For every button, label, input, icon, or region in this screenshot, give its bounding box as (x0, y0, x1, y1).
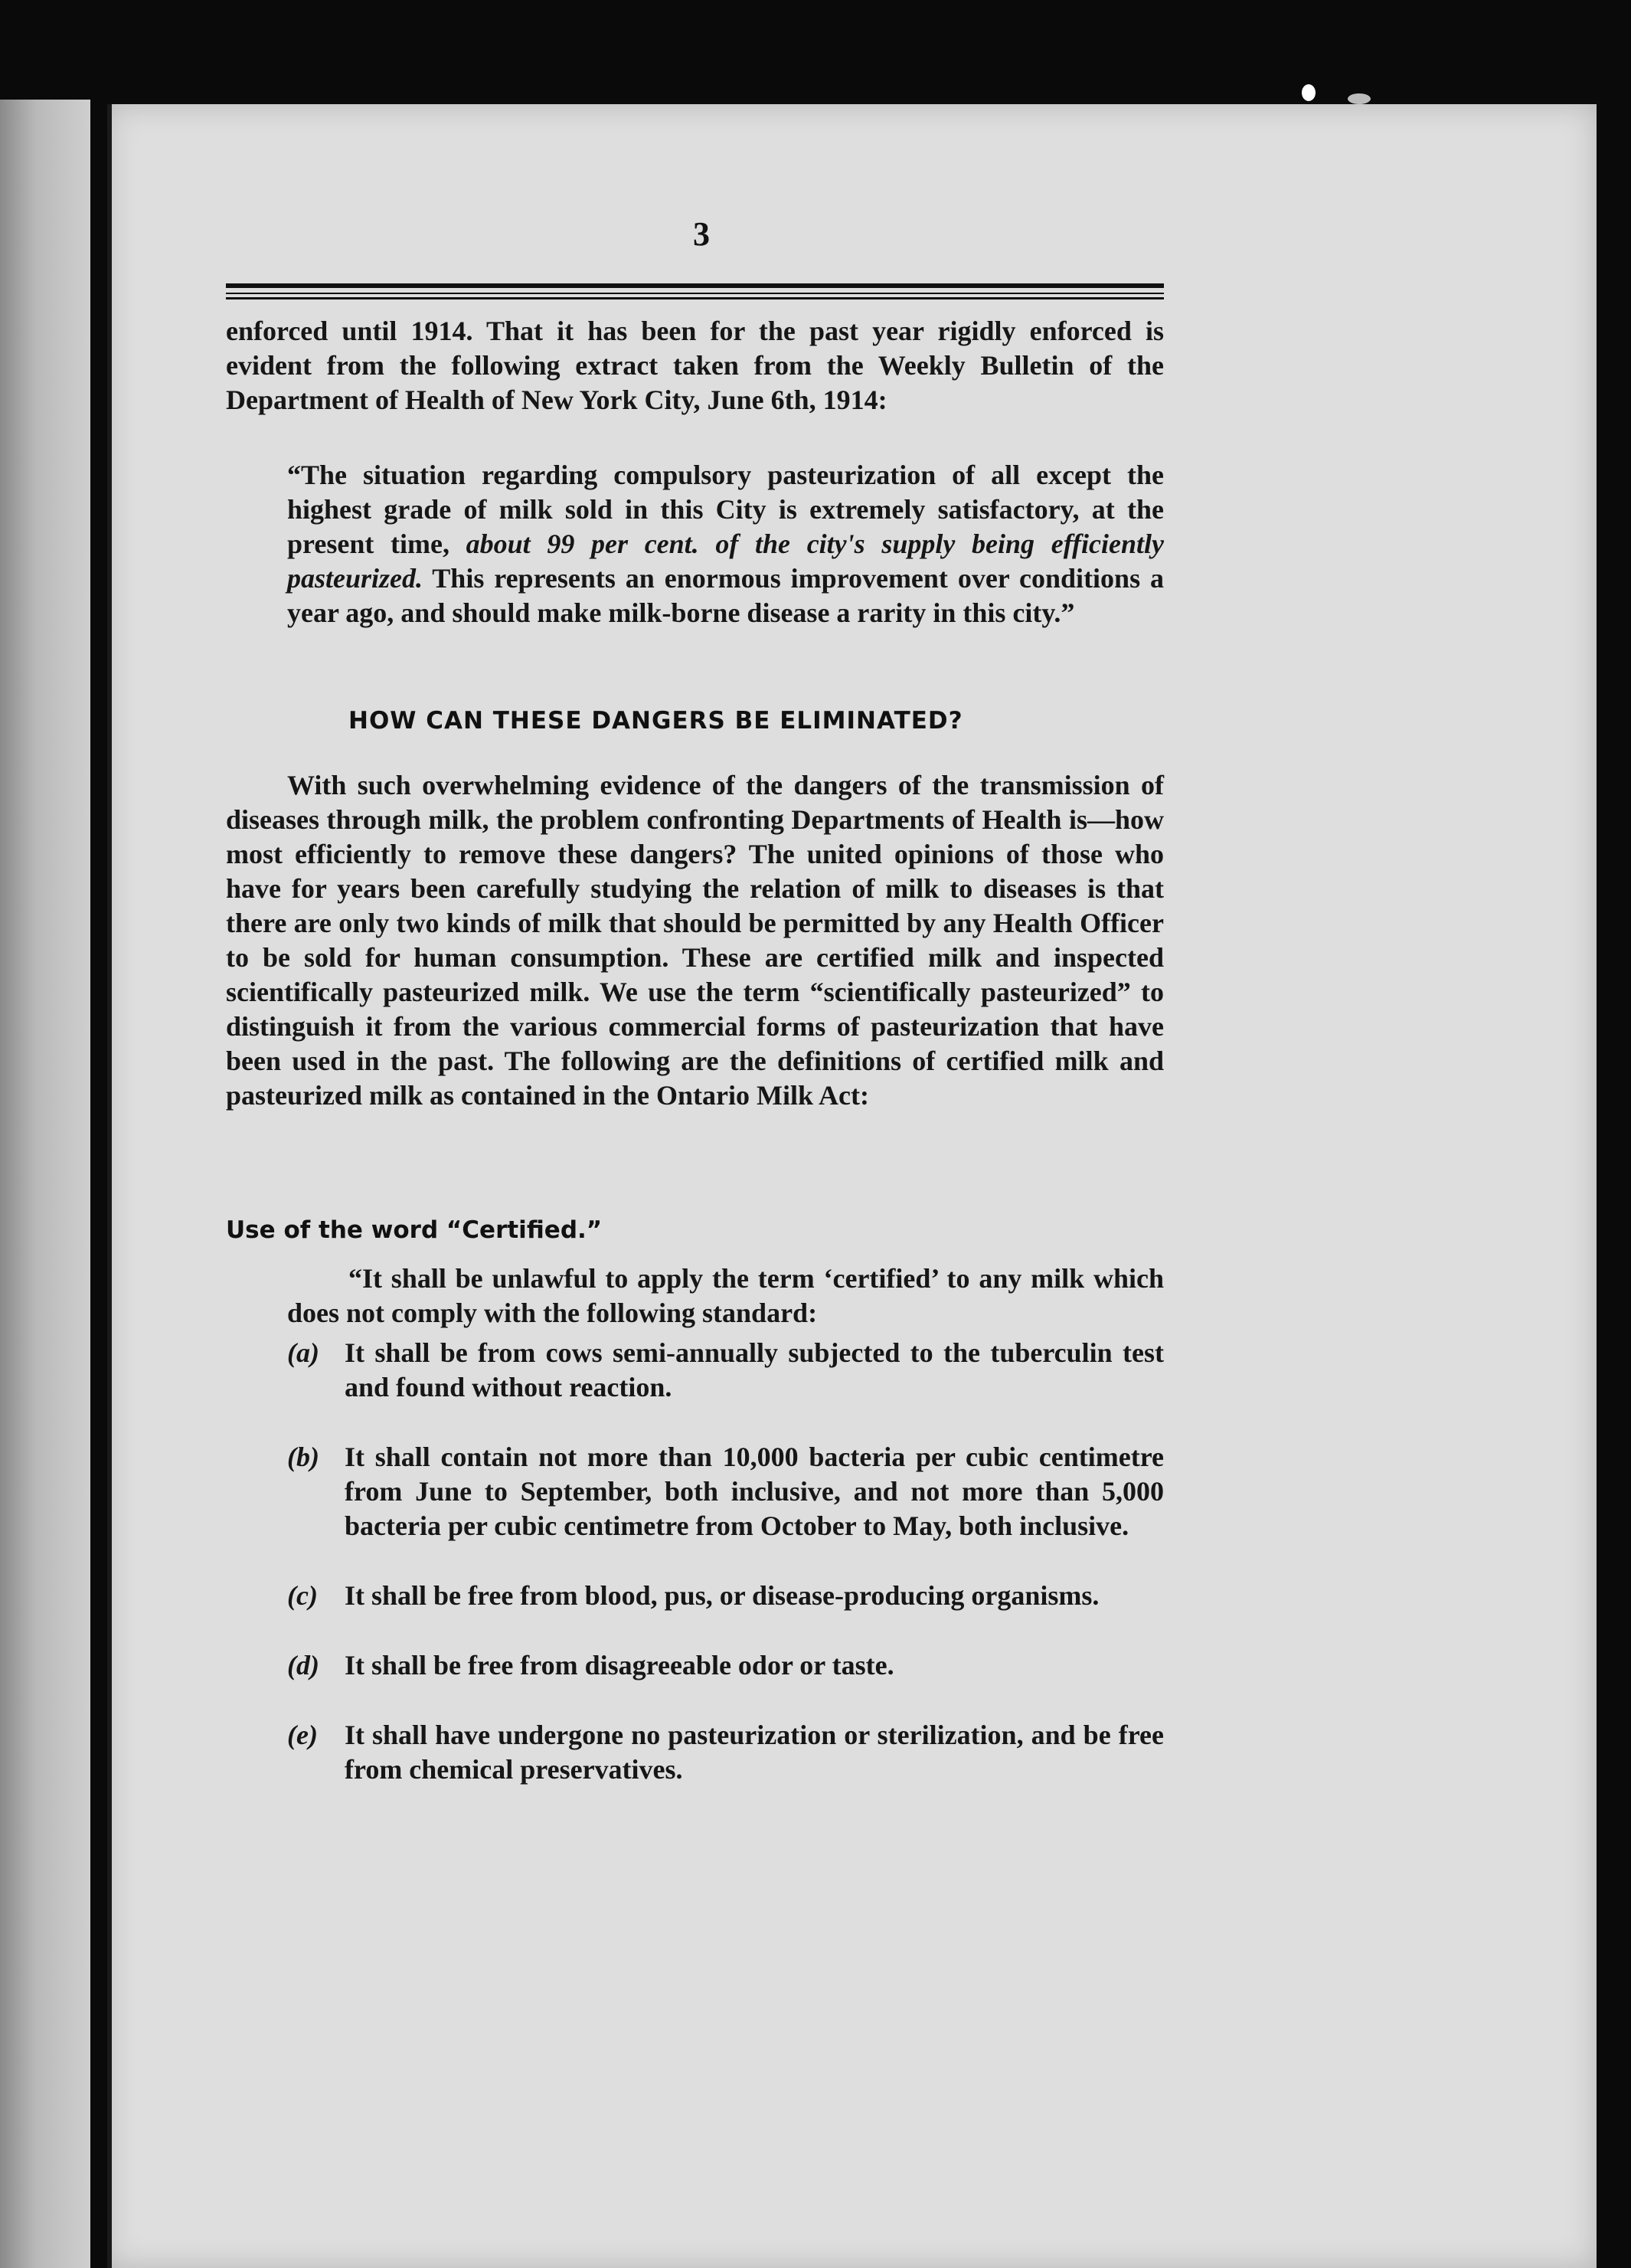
definition-item (287, 1718, 1164, 1787)
definition-item (287, 1440, 1164, 1543)
definition-text: It shall be free from disagreeable odor or taste. (345, 1650, 894, 1681)
subsection-heading: Use of the word “Certified.” (226, 1216, 603, 1244)
page-binding-edge (107, 104, 112, 2268)
section-heading: HOW CAN THESE DANGERS BE ELIMINATED? (348, 707, 963, 735)
definition-marker: (a) (287, 1337, 319, 1368)
bulletin-quote (287, 458, 1164, 630)
standard-lead-in: “It shall be unlawful to apply the term ‘certified’ to any milk which does not comply with the following standard: (287, 1263, 1164, 1328)
definition-marker: (e) (287, 1720, 318, 1750)
body-paragraph: With such overwhelming evidence of the dangers of the transmission of diseases through milk, the problem confronting Departments of Health is—how most efficiently to remove these dangers? The united opinions of those who have for years been carefully studying the relation of milk to diseases is that there are only two kinds of milk that should be permitted by any Health Officer to be sold for human consumption. These are certified milk and inspected scientifically pasteurized milk. We use the term “scientifically pasteurized” to distinguish it from the various commercial forms of pasteurization that have been used in the past. The following are the definitions of certified milk and pasteurized milk as contained in the Ontario Milk Act: (226, 770, 1164, 1111)
definition-item (287, 1336, 1164, 1405)
quote-emphasis: about 99 per cent. of the city's supply being efficiently pasteurized. (287, 529, 1164, 594)
page-number: 3 (693, 215, 710, 253)
header-rule (226, 283, 1164, 288)
definition-text: It shall have undergone no pasteurization or sterilization, and be free from chemical preservatives. (345, 1720, 1164, 1785)
scan-speck (1302, 84, 1316, 101)
definition-item (287, 1579, 1164, 1613)
definition-text: It shall be free from blood, pus, or disease-producing organisms. (345, 1580, 1100, 1611)
header-rule-thin (226, 293, 1164, 294)
definition-item (287, 1648, 1164, 1683)
definitions-list (287, 1336, 1164, 1822)
document-page (107, 104, 1597, 2268)
definition-text: It shall be from cows semi-annually subjected to the tuberculin test and found without reaction. (345, 1337, 1164, 1402)
scan-speck (1348, 93, 1371, 104)
definition-marker: (b) (287, 1442, 319, 1472)
header-rule-lower (226, 297, 1164, 299)
definition-marker: (c) (287, 1580, 318, 1611)
quote-part-2: This represents an enormous improvement over conditions a year ago, and should make milk-borne disease a rarity in this city.” (287, 563, 1164, 628)
intro-paragraph: enforced until 1914. That it has been for the past year rigidly enforced is evident from the following extract taken from the Weekly Bulletin of the Department of Health of New York City, June 6th, 1914: (226, 316, 1164, 415)
definition-marker: (d) (287, 1650, 319, 1681)
adjacent-page-edge (0, 100, 90, 2268)
quote-part-1: “The situation regarding compulsory pasteurization of all except the highest grade of milk sold in this City is extremely satisfactory, at the present time, (287, 460, 1164, 559)
definition-text: It shall contain not more than 10,000 bacteria per cubic centimetre from June to September, both inclusive, and not more than 5,000 bacteria per cubic centimetre from October to May, both inclusive. (345, 1442, 1164, 1541)
